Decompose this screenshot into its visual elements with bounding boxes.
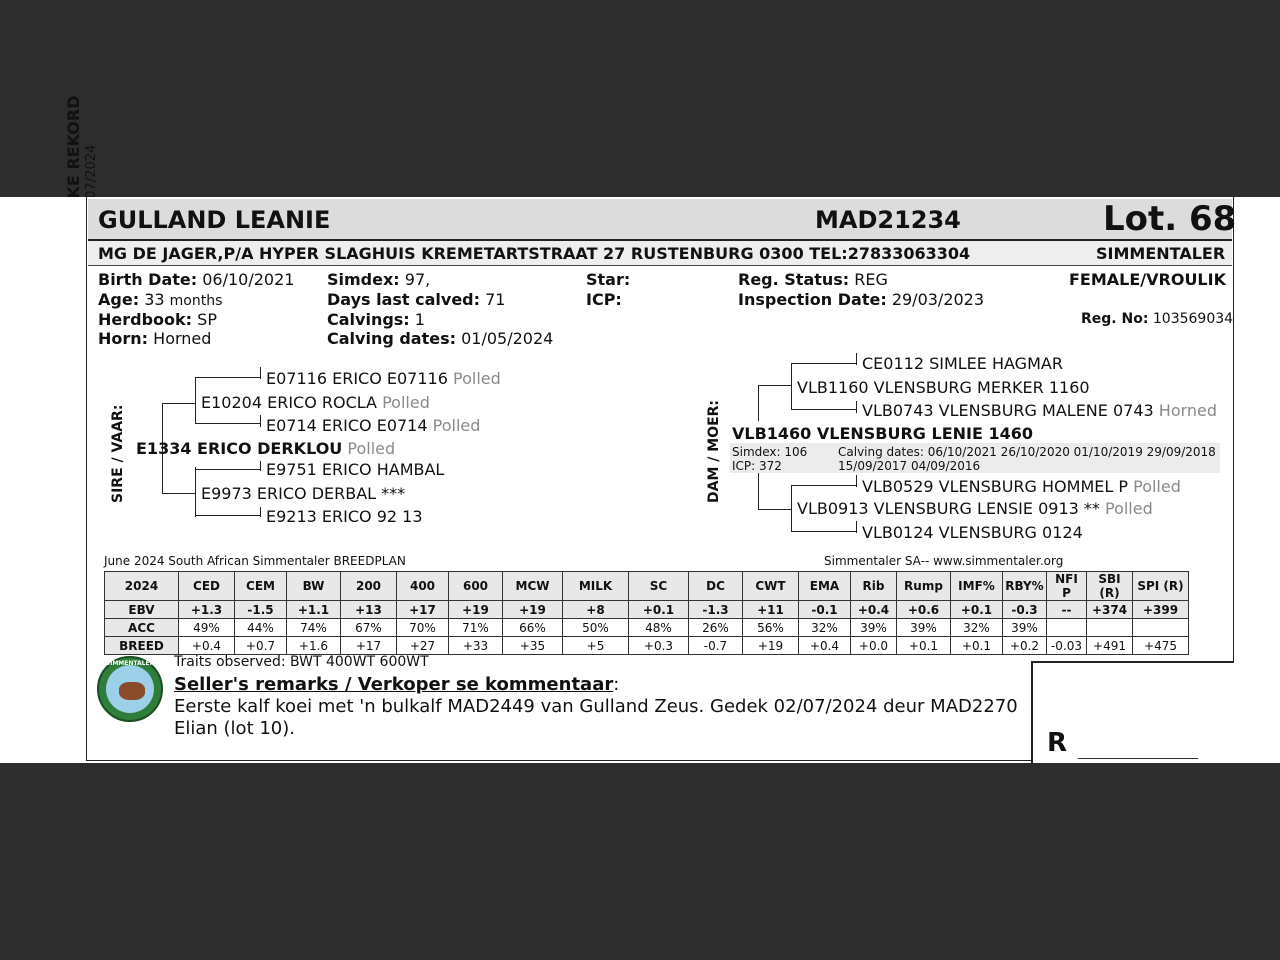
ebv-cell: -0.3 bbox=[1003, 601, 1047, 619]
remarks-line-1: Eerste kalf koei met 'n bulkalf MAD2449 van Gulland Zeus. Gedek 02/07/2024 deur MAD2270 bbox=[174, 696, 1018, 717]
calving-dates: Calving dates: 01/05/2024 bbox=[327, 329, 554, 348]
ebv-cell bbox=[1133, 619, 1189, 637]
ebv-cell: SPI (R) bbox=[1133, 572, 1189, 601]
ebv-table bbox=[104, 571, 1189, 655]
dam-sire: VLB1160 VLENSBURG MERKER 1160 bbox=[797, 378, 1090, 397]
sire-tree-branch bbox=[195, 515, 261, 516]
ebv-cell: Rump bbox=[897, 572, 951, 601]
dam-tree-trunk bbox=[856, 401, 857, 413]
ebv-cell: 26% bbox=[689, 619, 743, 637]
dam-calving-dates-cont: 15/09/2017 04/09/2016 bbox=[838, 459, 981, 473]
sire-tree-branch bbox=[195, 423, 261, 424]
ebv-cell: 32% bbox=[951, 619, 1003, 637]
ebv-cell: 49% bbox=[179, 619, 235, 637]
ebv-cell: +1.1 bbox=[287, 601, 341, 619]
ebv-cell: CWT bbox=[743, 572, 799, 601]
animal-id: MAD21234 bbox=[815, 206, 961, 234]
ebv-cell: +17 bbox=[397, 601, 449, 619]
sire-tree-trunk bbox=[195, 377, 196, 423]
ebv-cell: +27 bbox=[397, 637, 449, 655]
ebv-cell: 66% bbox=[503, 619, 563, 637]
ebv-cell: 74% bbox=[287, 619, 341, 637]
sire-dam-dam: E9213 ERICO 92 13 bbox=[266, 507, 423, 526]
ebv-cell: +0.0 bbox=[851, 637, 897, 655]
ebv-cell: 67% bbox=[341, 619, 397, 637]
ebv-cell: +1.3 bbox=[179, 601, 235, 619]
ebv-cell: Rib bbox=[851, 572, 897, 601]
animal-name: GULLAND LEANIE bbox=[98, 206, 331, 234]
ebv-cell: +33 bbox=[449, 637, 503, 655]
ebv-cell: 39% bbox=[897, 619, 951, 637]
ebv-cell: +0.1 bbox=[951, 601, 1003, 619]
ebv-cell: 400 bbox=[397, 572, 449, 601]
ebv-cell: +19 bbox=[449, 601, 503, 619]
ebv-row-label: ACC bbox=[105, 619, 179, 637]
ebv-cell: +0.1 bbox=[897, 637, 951, 655]
breed-label: SIMMENTALER bbox=[1096, 244, 1226, 263]
currency-symbol: R bbox=[1047, 728, 1068, 758]
dam-dam: VLB0913 VLENSBURG LENSIE 0913 ** Polled bbox=[797, 499, 1153, 518]
sire-sire-dam: E0714 ERICO E0714 Polled bbox=[266, 416, 481, 435]
ebv-row-label: 2024 bbox=[105, 572, 179, 601]
website-caption: Simmentaler SA-- www.simmentaler.org bbox=[824, 554, 1064, 568]
ebv-cell: +8 bbox=[563, 601, 629, 619]
ebv-cell: 44% bbox=[235, 619, 287, 637]
sire-tree-branch bbox=[195, 469, 261, 470]
logo-text: SIMMENTALER bbox=[105, 660, 155, 667]
ebv-cell: SC bbox=[629, 572, 689, 601]
ebv-cell: EMA bbox=[799, 572, 851, 601]
ebv-cell: +0.6 bbox=[897, 601, 951, 619]
reg-number: Reg. No: 103569034 bbox=[1081, 311, 1234, 327]
ebv-cell: +19 bbox=[743, 637, 799, 655]
sire-label: SIRE / VAAR: bbox=[110, 404, 126, 503]
ebv-cell: DC bbox=[689, 572, 743, 601]
ebv-cell: IMF% bbox=[951, 572, 1003, 601]
dam-tree-trunk bbox=[791, 485, 792, 531]
sire-tree-trunk bbox=[195, 467, 196, 517]
ebv-data-row bbox=[105, 601, 1189, 619]
ebv-cell: +19 bbox=[503, 601, 563, 619]
ebv-cell: +17 bbox=[341, 637, 397, 655]
ebv-cell: +0.3 bbox=[629, 637, 689, 655]
ebv-cell: +0.4 bbox=[179, 637, 235, 655]
ebv-cell: SBI (R) bbox=[1087, 572, 1133, 601]
traits-observed: Traits observed: BWT 400WT 600WT bbox=[174, 654, 429, 670]
ebv-cell: +0.1 bbox=[629, 601, 689, 619]
dam-icp: ICP: 372 bbox=[732, 459, 782, 473]
star-label: Star: bbox=[586, 270, 631, 289]
dam-tree-trunk bbox=[856, 521, 857, 533]
sire-tree-trunk bbox=[260, 367, 261, 379]
ebv-cell: 200 bbox=[341, 572, 397, 601]
dam-tree-branch bbox=[791, 485, 857, 486]
cow-icon bbox=[119, 682, 145, 700]
birth-date: Birth Date: 06/10/2021 bbox=[98, 270, 295, 289]
price-line[interactable]: ____________________ bbox=[1078, 745, 1198, 759]
ebv-cell: +0.1 bbox=[951, 637, 1003, 655]
inspection-date: Inspection Date: 29/03/2023 bbox=[738, 290, 985, 309]
dam-dam-sire: VLB0529 VLENSBURG HOMMEL P Polled bbox=[862, 477, 1181, 496]
dam-tree-trunk bbox=[758, 385, 759, 421]
ebv-data-row bbox=[105, 619, 1189, 637]
sire-tree-branch bbox=[162, 403, 196, 404]
ebv-cell: 32% bbox=[799, 619, 851, 637]
ebv-cell: 56% bbox=[743, 619, 799, 637]
ebv-cell: +35 bbox=[503, 637, 563, 655]
ebv-cell: -0.7 bbox=[689, 637, 743, 655]
dam-calving-dates: Calving dates: 06/10/2021 26/10/2020 01/10/2019 29/09/2018 bbox=[838, 445, 1216, 459]
dam-tree-branch bbox=[758, 385, 792, 386]
dam-tree-branch bbox=[758, 509, 792, 510]
calvings: Calvings: 1 bbox=[327, 310, 425, 329]
lot-card bbox=[0, 197, 1280, 763]
ebv-cell: +0.4 bbox=[799, 637, 851, 655]
ebv-cell: +0.7 bbox=[235, 637, 287, 655]
ebv-cell: 39% bbox=[1003, 619, 1047, 637]
dam-simdex: Simdex: 106 bbox=[732, 445, 808, 459]
simdex: Simdex: 97, bbox=[327, 270, 431, 289]
ebv-cell: +374 bbox=[1087, 601, 1133, 619]
dam-tree-branch bbox=[791, 531, 857, 532]
ebv-cell: +11 bbox=[743, 601, 799, 619]
ebv-cell: +13 bbox=[341, 601, 397, 619]
remarks-line-2: Elian (lot 10). bbox=[174, 718, 295, 739]
dam-name: VLB1460 VLENSBURG LENIE 1460 bbox=[732, 424, 1034, 443]
horn-status: Horn: Horned bbox=[98, 329, 212, 348]
herdbook: Herdbook: SP bbox=[98, 310, 217, 329]
sire-sire-sire: E07116 ERICO E07116 Polled bbox=[266, 369, 501, 388]
dam-tree-trunk bbox=[791, 363, 792, 409]
ebv-cell: -- bbox=[1047, 601, 1087, 619]
ebv-cell: RBY% bbox=[1003, 572, 1047, 601]
ebv-cell: +491 bbox=[1087, 637, 1133, 655]
dam-sire-dam: VLB0743 VLENSBURG MALENE 0743 Horned bbox=[862, 401, 1218, 420]
remarks-title: Seller's remarks / Verkoper se kommentaar: bbox=[174, 674, 620, 695]
ebv-cell: -0.1 bbox=[799, 601, 851, 619]
ebv-row-label: EBV bbox=[105, 601, 179, 619]
sire-tree-trunk bbox=[260, 507, 261, 517]
ebv-cell: -1.5 bbox=[235, 601, 287, 619]
ebv-cell: +475 bbox=[1133, 637, 1189, 655]
ebv-row-label: BREED bbox=[105, 637, 179, 655]
sire-tree-trunk bbox=[260, 415, 261, 427]
dam-tree-trunk bbox=[758, 473, 759, 509]
sire-tree-trunk bbox=[260, 461, 261, 471]
lot-number: Lot. 68 bbox=[1103, 199, 1237, 239]
sire-tree-branch bbox=[162, 493, 196, 494]
days-last-calved: Days last calved: 71 bbox=[327, 290, 506, 309]
ebv-cell: MCW bbox=[503, 572, 563, 601]
ebv-cell: -0.03 bbox=[1047, 637, 1087, 655]
ebv-cell: BW bbox=[287, 572, 341, 601]
ebv-cell: +1.6 bbox=[287, 637, 341, 655]
ebv-cell: 71% bbox=[449, 619, 503, 637]
ebv-cell: 50% bbox=[563, 619, 629, 637]
ebv-cell bbox=[1047, 619, 1087, 637]
dam-dam-dam: VLB0124 VLENSBURG 0124 bbox=[862, 523, 1083, 542]
icp-label: ICP: bbox=[586, 290, 622, 309]
dam-tree-branch bbox=[791, 409, 857, 410]
dam-tree-branch bbox=[791, 363, 857, 364]
dam-label: DAM / MOER: bbox=[706, 399, 722, 503]
ebv-cell: CED bbox=[179, 572, 235, 601]
sex-label: FEMALE/VROULIK bbox=[1069, 270, 1226, 289]
ebv-cell: +5 bbox=[563, 637, 629, 655]
dam-tree-trunk bbox=[856, 353, 857, 365]
ebv-cell: +399 bbox=[1133, 601, 1189, 619]
owner-address: MG DE JAGER,P/A HYPER SLAGHUIS KREMETARTSTRAAT 27 RUSTENBURG 0300 TEL:27833063304 bbox=[98, 244, 971, 263]
reg-status: Reg. Status: REG bbox=[738, 270, 888, 289]
ebv-cell: 48% bbox=[629, 619, 689, 637]
breedplan-caption: June 2024 South African Simmentaler BREEDPLAN bbox=[104, 554, 406, 568]
dam-tree-trunk bbox=[856, 475, 857, 487]
simmentaler-logo bbox=[97, 656, 163, 722]
sire-dam: E9973 ERICO DERBAL *** bbox=[201, 484, 406, 503]
ebv-cell: +0.2 bbox=[1003, 637, 1047, 655]
ebv-cell: 70% bbox=[397, 619, 449, 637]
ebv-cell: 600 bbox=[449, 572, 503, 601]
ebv-data-row bbox=[105, 637, 1189, 655]
ebv-cell: NFI P bbox=[1047, 572, 1087, 601]
sire-sire: E10204 ERICO ROCLA Polled bbox=[201, 393, 430, 412]
sire-tree-branch bbox=[195, 377, 261, 378]
dam-sire-sire: CE0112 SIMLEE HAGMAR bbox=[862, 354, 1063, 373]
ebv-cell: -1.3 bbox=[689, 601, 743, 619]
ebv-header-row bbox=[105, 572, 1189, 601]
ebv-cell: +0.4 bbox=[851, 601, 897, 619]
sire-name: E1334 ERICO DERKLOU Polled bbox=[136, 439, 396, 458]
ebv-cell: 39% bbox=[851, 619, 897, 637]
age: Age: 33 months bbox=[98, 290, 223, 309]
ebv-cell bbox=[1087, 619, 1133, 637]
ebv-cell: MILK bbox=[563, 572, 629, 601]
sire-dam-sire: E9751 ERICO HAMBAL bbox=[266, 460, 445, 479]
ebv-cell: CEM bbox=[235, 572, 287, 601]
